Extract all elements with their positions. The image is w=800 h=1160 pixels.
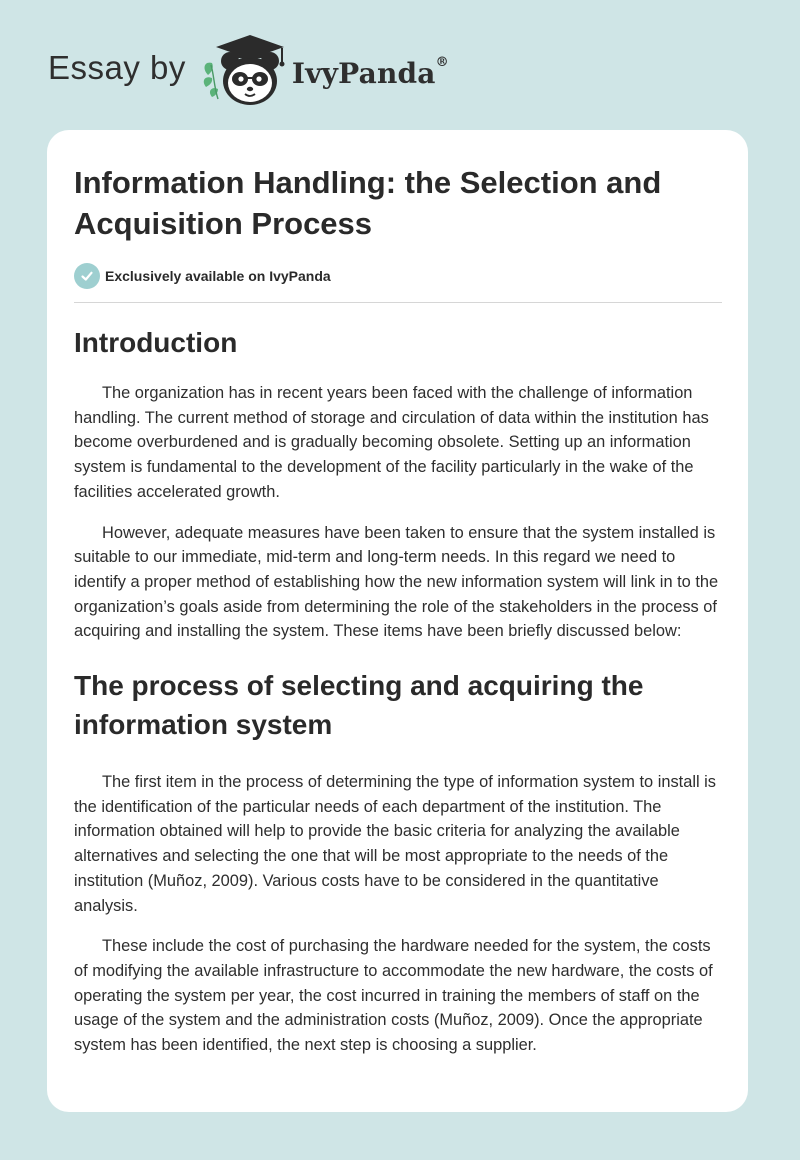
paragraph: However, adequate measures have been taken to ensure that the system installed is suitable to our immediate, mid-term and long-term needs. In this regard we need to identify a proper method of establishing how the new information system will link in to the organization’s goals aside from determining the role of the stakeholders in the process of acquiring and installing the system. These items have been briefly discussed below:	[74, 523, 719, 641]
panda-graduation-cap-icon[interactable]	[202, 31, 290, 109]
brand-header	[48, 30, 449, 110]
brand-name[interactable]: IvyPanda®	[291, 54, 449, 90]
page-title: Information Handling: the Selection and Acquisition Process	[74, 165, 662, 241]
check-icon	[74, 263, 100, 289]
section-selection-process	[74, 666, 722, 1058]
paragraph: The first item in the process of determining the type of information system to install is the identification of the particular needs of each department of the institution. The information obtained will help to provide the basic criteria for analyzing the available alternatives and selecting the one that will be most appropriate to the needs of the institution (Muñoz, 2009). Various costs have to be considered in the quantitative analysis.	[74, 773, 717, 915]
essay-card	[47, 130, 748, 1112]
section-introduction	[74, 325, 722, 644]
exclusive-badge	[74, 262, 722, 290]
exclusive-label: Exclusively available on IvyPanda	[105, 268, 331, 284]
brand-prefix: Essay by	[48, 49, 186, 86]
section-heading: The process of selecting and acquiring the information system	[74, 670, 644, 741]
registered-mark: ®	[435, 54, 449, 70]
paragraph: The organization has in recent years been faced with the challenge of information handling. The current method of storage and circulation of data within the institution has become overburdened and is gradually becoming obsolete. Setting up an information system is fundamental to the development of the facility particularly in the wake of the facilities accelerated growth.	[74, 384, 709, 501]
section-heading: Introduction	[74, 327, 238, 358]
divider	[74, 302, 722, 303]
paragraph: These include the cost of purchasing the hardware needed for the system, the costs of modifying the available infrastructure to accommodate the new hardware, the costs of operating the system per year, the cost incurred in training the members of staff on the usage of the system and the administration costs (Muñoz, 2009). Once the appropriate system has been identified, the next step is choosing a supplier.	[74, 937, 713, 1055]
